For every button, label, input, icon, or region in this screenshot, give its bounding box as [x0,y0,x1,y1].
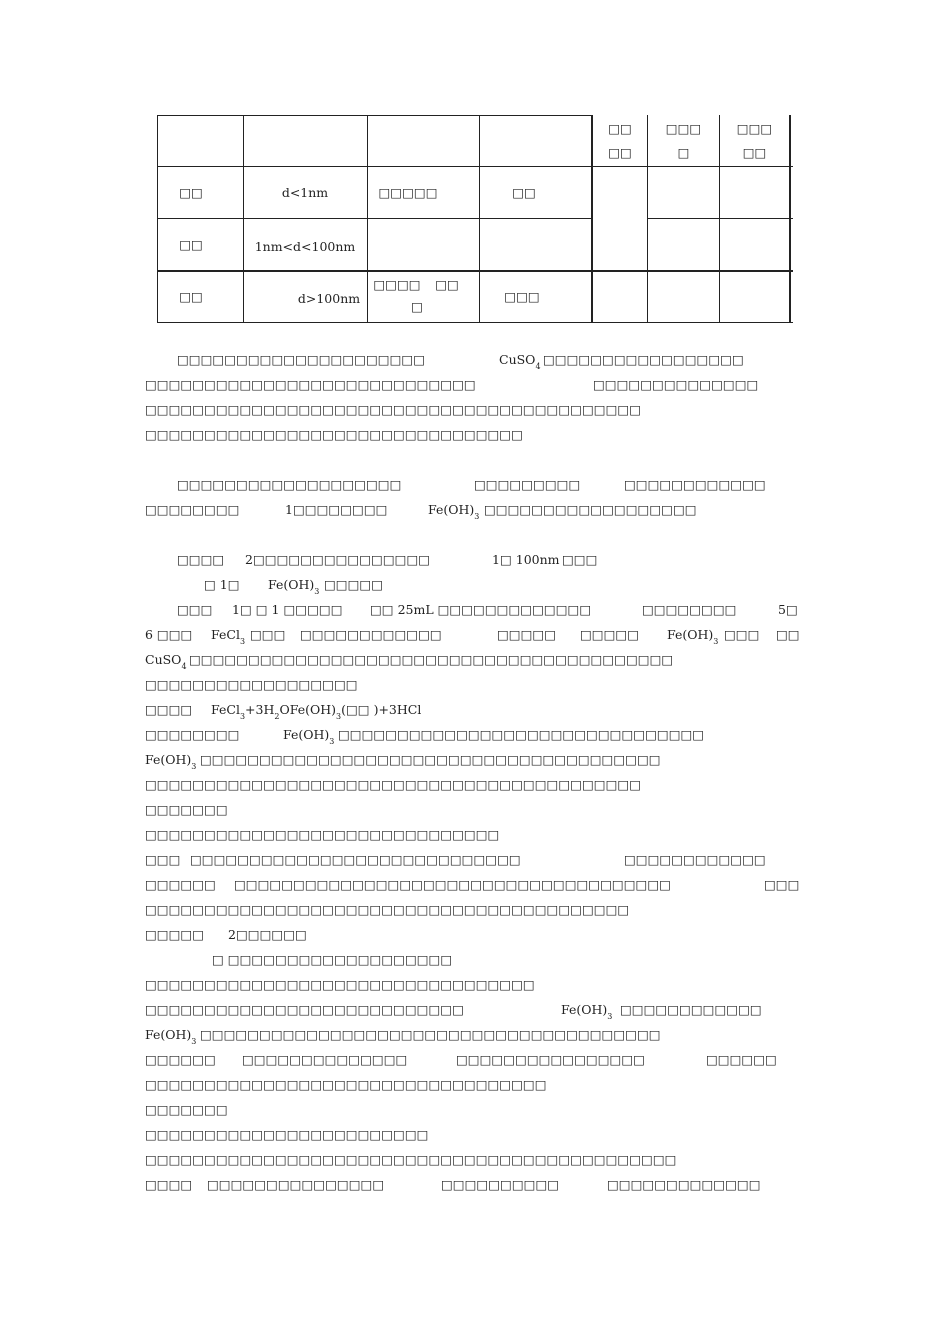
p7-line5-a: $Fe(OH)_3$ [145,1027,197,1046]
equation: $FeCl_3+3H_2OFe(OH)_3(□□$ )+3HCl [211,702,422,721]
row3-col3-b: □□ [435,277,459,292]
p4-line2-d: □□□□□□□□□□□□ [300,627,442,642]
p8-line3-a: □□□□ [145,1177,193,1192]
p4-line3-a: CuSO$_4$ [145,652,187,671]
p7-line6-c: □□□□□□□□□□□□□□□□ [456,1052,645,1067]
p4-line2-b: FeCl$_3$ [211,627,246,646]
p6-line4: □□□□□□□□□□□□□□□□□□□□□□□□□□□□□□□□□□□□□□□□□ [145,902,630,917]
p3-line2-c: □□□□□ [324,577,384,592]
p7-line4-c: □□□□□□□□□□□□ [620,1002,762,1017]
p8-line1: □□□□□□□□□□□□□□□□□□□□□□□□ [145,1127,429,1142]
p7-line4-b: $Fe(OH)_3$ [561,1002,613,1021]
header-col6: □□□ □ [665,121,702,160]
row1-name: □□ [179,185,203,200]
p1-line1-c: □□□□□□□□□□□□□□□□□ [543,352,744,367]
p7-line5-b: □□□□□□□□□□□□□□□□□□□□□□□□□□□□□□□□□□□□□□□ [200,1027,661,1042]
equation-label: □□□□ [145,702,193,717]
p4-line2-f: □□□□□ [580,627,640,642]
p2-line2-b: 1□□□□□□□□ [285,502,388,517]
p1-line1-a: □□□□□□□□□□□□□□□□□□□□□ [177,352,426,367]
p4-line1-c: □□ 25mL □□□□□□□□□□□□□ [370,602,592,617]
p7-line4-a: □□□□□□□□□□□□□□□□□□□□□□□□□□□ [145,1002,464,1017]
p5-line2-b: □□□□□□□□□□□□□□□□□□□□□□□□□□□□□□□□□□□□□□□ [200,752,661,767]
p1-line2-a: □□□□□□□□□□□□□□□□□□□□□□□□□□□□ [145,377,476,392]
row3-col4: □□□ [504,289,540,304]
p3-line1-d: □□□ [562,552,598,567]
p4-line2-h: □□□ [724,627,760,642]
p4-line2-a: 6 □□□ [145,627,193,642]
row3-size: d>100nm [297,291,361,306]
row1-size: d<1nm [281,185,329,200]
p2-line2-a: □□□□□□□□ [145,502,240,517]
p4-line2-i: □□ [776,627,800,642]
p6-line2-b: □□□□□□□□□□□□□□□□□□□□□□□□□□□□ [190,852,521,867]
p3-line1-c: 1□ 100nm [492,552,560,567]
p4-line2-g: $Fe(OH)_3$ [667,627,719,646]
p5-line1-a: □□□□□□□□ [145,727,240,742]
p4-line1-b: 1□ □ 1 □□□□□ [232,602,343,617]
p6-line3-c: □□□ [764,877,800,892]
p2-line1-b: □□□□□□□□□ [474,477,581,492]
p7-line2: □ □□□□□□□□□□□□□□□□□□□ [212,952,453,967]
row1-col3: □□□□□ [378,185,438,200]
p2-line2-c: $Fe(OH)_3$ [428,502,480,521]
p3-line1-b: 2□□□□□□□□□□□□□□□ [245,552,431,567]
p4-line2-e: □□□□□ [497,627,557,642]
p4-line4: □□□□□□□□□□□□□□□□□□ [145,677,358,692]
p3-line1-a: □□□□ [177,552,225,567]
p4-line1-e: 5□ [778,602,798,617]
row2-name: □□ [179,237,203,252]
p2-line1-c: □□□□□□□□□□□□ [624,477,766,492]
p4-line1-a: □□□ [177,602,213,617]
p2-line2-d: □□□□□□□□□□□□□□□□□□ [484,502,697,517]
p4-line2-c: □□□ [250,627,286,642]
p1-line3: □□□□□□□□□□□□□□□□□□□□□□□□□□□□□□□□□□□□□□□□□□ [145,402,642,417]
p5-line1-b: $Fe(OH)_3$ [283,727,335,746]
p5-line1-c: □□□□□□□□□□□□□□□□□□□□□□□□□□□□□□□ [338,727,705,742]
p4-line3-b: □□□□□□□□□□□□□□□□□□□□□□□□□□□□□□□□□□□□□□□□□ [189,652,674,667]
p8-line3-d: □□□□□□□□□□□□□ [607,1177,761,1192]
p7-line8: □□□□□□□ [145,1102,228,1117]
p7-line7: □□□□□□□□□□□□□□□□□□□□□□□□□□□□□□□□□□ [145,1077,547,1092]
p8-line3-c: □□□□□□□□□□ [441,1177,560,1192]
p5-line2-a: $Fe(OH)_3$ [145,752,197,771]
p7-line6-b: □□□□□□□□□□□□□□ [242,1052,408,1067]
row1-col4: □□ [512,185,536,200]
p4-line1-d: □□□□□□□□ [642,602,737,617]
p2-line1-a: □□□□□□□□□□□□□□□□□□□ [177,477,402,492]
row3-name: □□ [179,289,203,304]
p6-line1: □□□□□□□□□□□□□□□□□□□□□□□□□□□□□□ [145,827,500,842]
p7-line1-b: 2□□□□□□ [228,927,307,942]
p5-line3: □□□□□□□□□□□□□□□□□□□□□□□□□□□□□□□□□□□□□□□□□□ [145,777,642,792]
p1-line2-b: □□□□□□□□□□□□□□ [593,377,759,392]
p5-line4: □□□□□□□ [145,802,228,817]
p6-line3-a: □□□□□□ [145,877,216,892]
header-col7: □□□ □□ [736,121,773,160]
p1-line1-b: CuSO$_4$ [499,352,541,371]
p8-line3-b: □□□□□□□□□□□□□□□ [207,1177,385,1192]
header-col5: □□ □□ [608,121,632,160]
p8-line2: □□□□□□□□□□□□□□□□□□□□□□□□□□□□□□□□□□□□□□□□□□□□□ [145,1152,677,1167]
p6-line2-c: □□□□□□□□□□□□ [624,852,766,867]
p1-line4: □□□□□□□□□□□□□□□□□□□□□□□□□□□□□□□□ [145,427,523,442]
row3-col3-a: □□□□ [373,277,421,292]
row3-col3-c: □ [411,299,423,314]
p7-line1-a: □□□□□ [145,927,205,942]
p7-line6-a: □□□□□□ [145,1052,216,1067]
p3-line2-a: □ 1□ [204,577,240,592]
p7-line3: □□□□□□□□□□□□□□□□□□□□□□□□□□□□□□□□□ [145,977,535,992]
p3-line2-b: $Fe(OH)_3$ [268,577,320,596]
row2-size: 1nm<d<100nm [254,239,356,254]
dispersion-comparison-table [157,115,793,323]
p6-line2-a: □□□ [145,852,181,867]
p7-line6-d: □□□□□□ [706,1052,777,1067]
p6-line3-b: □□□□□□□□□□□□□□□□□□□□□□□□□□□□□□□□□□□□□ [234,877,671,892]
